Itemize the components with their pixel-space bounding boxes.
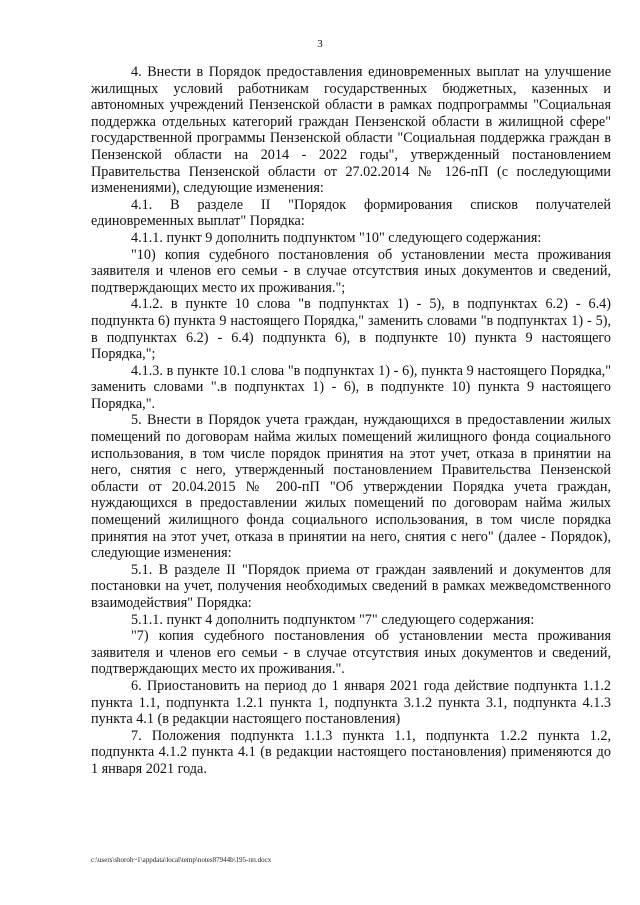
document-body xyxy=(91,64,611,778)
paragraph-4-1: 4.1. В разделе II "Порядок формирования списков получателей единовременных выплат" Порядка: xyxy=(91,196,611,230)
paragraph-4-1-2: 4.1.2. в пункте 10 слова "в подпунктах 1) - 5), в подпунктах 6.2) - 6.4) подпункта 6) пункта 9 настоящего Порядка," заменить словами "в подпунктах 1) - 5), в подпунктах 6.2) - 6.4) подпункта 6), в подпункте 10) пункта 9 настоящего Порядка,"; xyxy=(91,296,611,363)
paragraph-4: 4. Внести в Порядок предоставления единовременных выплат на улучшение жилищных условий работникам государственных бюджетных, казенных и автономных учреждений Пензенской области в рамках подпрограммы "Социальная поддержка отдельных категорий граждан Пензенской области в жилищной сфере" государственной программы Пензенской области "Социальная поддержка граждан в Пензенской области на 2014 - 2022 годы", утвержденный постановлением Правительства Пензенской области от 27.02.2014 № 126-пП (с последующими изменениями), следующие изменения: xyxy=(91,64,611,197)
paragraph-4-1-3: 4.1.3. в пункте 10.1 слова "в подпунктах 1) - 6), пункта 9 настоящего Порядка," заменить словами ".в подпунктах 1) - 6), в подпункте 10) пункта 9 настоящего Порядка,". xyxy=(91,362,611,412)
paragraph-5-1: 5.1. В разделе II "Порядок приема от граждан заявлений и документов для постановки на учет, получения необходимых сведений в рамках межведомственного взаимодействия" Порядка: xyxy=(91,561,611,611)
paragraph-quote-7: "7) копия судебного постановления об установлении места проживания заявителя и членов его семьи - в случае отсутствия иных документов и сведений, подтверждающих место их проживания.". xyxy=(91,628,611,678)
footer-file-path: c:\users\shoroh~1\appdata\local\temp\notes87944b\195-пп.docx xyxy=(91,856,272,864)
paragraph-4-1-1: 4.1.1. пункт 9 дополнить подпунктом "10" следующего содержания: xyxy=(131,229,542,246)
paragraph-7: 7. Положения подпункта 1.1.3 пункта 1.1, подпункта 1.2.2 пункта 1.2, подпункта 4.1.2 пункта 4.1 (в редакции настоящего постановления) применяются до 1 января 2021 года. xyxy=(91,727,611,777)
paragraph-6: 6. Приостановить на период до 1 января 2021 года действие подпункта 1.1.2 пункта 1.1, подпункта 1.2.1 пункта 1, подпункта 3.1.2 пункта 3.1, подпункта 4.1.3 пункта 4.1 (в редакции настоящего постановления) xyxy=(91,677,611,728)
paragraph-quote-10: "10) копия судебного постановления об установлении места проживания заявителя и членов его семьи - в случае отсутствия иных документов и сведений, подтверждающих место их проживания."; xyxy=(91,246,611,296)
paragraph-5: 5. Внести в Порядок учета граждан, нуждающихся в предоставлении жилых помещений по договорам найма жилых помещений жилищного фонда социального использования, в том числе порядок принятия на этот учет, отказа в принятии на него, снятия с него, утвержденный постановлением Правительства Пензенской области от 20.04.2015 № 200-пП "Об утверждении Порядка учета граждан, нуждающихся в предоставлении жилых помещений по договорам найма жилых помещений жилищного фонда социального использования, в том числе порядка принятия на этот учет, отказа в принятии на него, снятия с него" (далее - Порядок), следующие изменения: xyxy=(91,412,611,562)
page-number: 3 xyxy=(317,38,323,50)
paragraph-5-1-1: 5.1.1. пункт 4 дополнить подпунктом "7" следующего содержания: xyxy=(131,611,535,628)
